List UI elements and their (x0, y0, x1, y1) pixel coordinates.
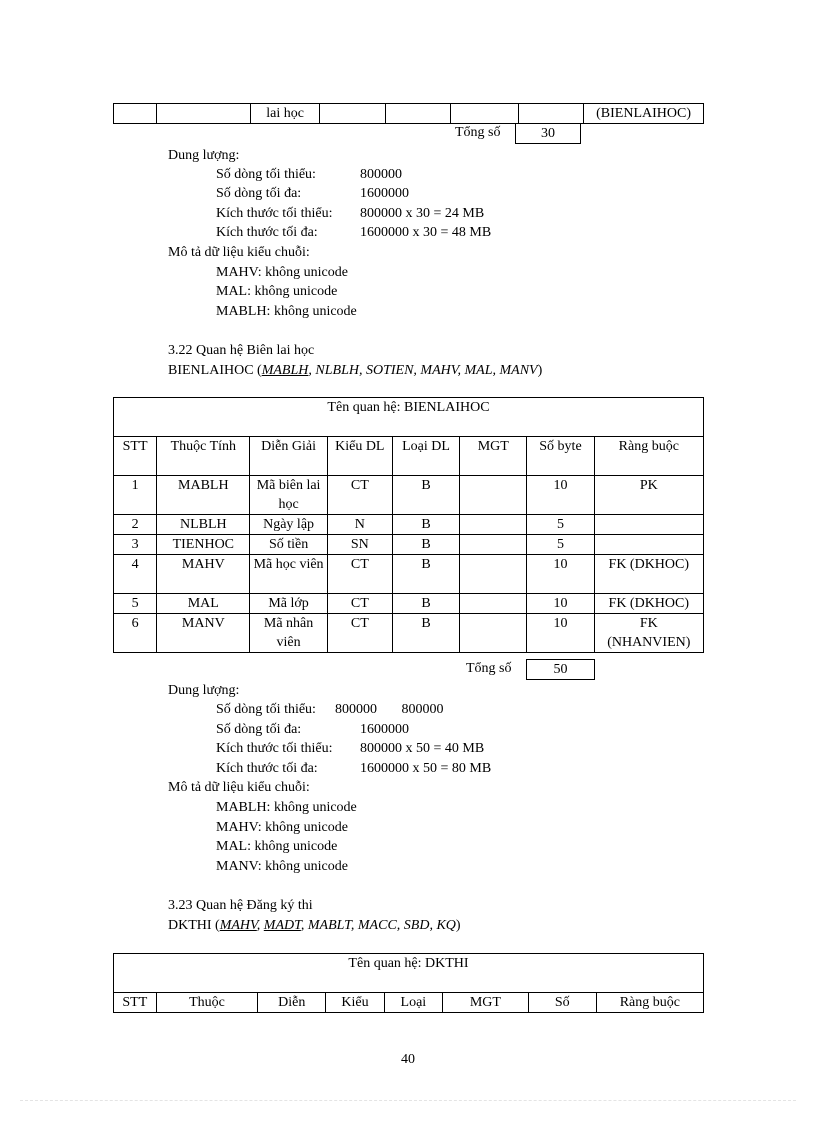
table-header-row (114, 993, 704, 1013)
string-desc-heading: Mô tả dữ liệu kiểu chuỗi: (168, 245, 310, 260)
table-cell: 5 (114, 594, 157, 614)
table-row (114, 594, 704, 614)
table-cell: B (392, 515, 459, 535)
section-heading: 3.23 Quan hệ Đăng ký thi (168, 898, 313, 913)
column-header: Loại (384, 993, 442, 1013)
min-rows-label: Số dòng tối thiểu: (216, 702, 316, 717)
table-cell: B (392, 535, 459, 555)
schema-primary-key: MABLH (261, 363, 309, 378)
max-rows-label: Số dòng tối đa: (216, 186, 302, 201)
column-header: STT (114, 437, 157, 476)
schema-attributes: , NLBLH, SOTIEN, MAHV, MAL, MANV (308, 363, 538, 378)
min-rows-value: 800000 800000 (335, 702, 444, 717)
table-row (114, 555, 704, 594)
table-row (114, 515, 704, 535)
table-cell: 10 (527, 476, 594, 515)
column-header: Số byte (527, 437, 594, 476)
column-header: Diễn (258, 993, 326, 1013)
table-cell: 2 (114, 515, 157, 535)
table-row (114, 535, 704, 555)
table-cell: Ngày lập (250, 515, 327, 535)
table-title-row (114, 398, 704, 437)
capacity-heading: Dung lượng: (168, 683, 240, 698)
capacity-heading: Dung lượng: (168, 148, 240, 163)
table-row (114, 104, 704, 124)
table-cell: FK (DKHOC) (594, 594, 703, 614)
table-cell: lai học (250, 104, 319, 124)
relation-table (113, 953, 704, 1013)
relation-table (113, 397, 704, 653)
table-cell: FK (NHANVIEN) (594, 614, 703, 653)
column-header: Ràng buộc (594, 437, 703, 476)
schema-close: ) (537, 363, 543, 378)
min-size-value: 800000 x 50 = 40 MB (360, 741, 485, 756)
table-cell: Mã biên lai học (250, 476, 327, 515)
total-value: 30 (515, 123, 581, 144)
string-desc-item: MABLH: không unicode (216, 304, 357, 319)
table-cell (460, 614, 527, 653)
table-cell: TIENHOC (157, 535, 250, 555)
relation-schema (168, 361, 542, 381)
column-header: Kiểu DL (327, 437, 392, 476)
table-cell: PK (594, 476, 703, 515)
min-size-label: Kích thước tối thiểu: (216, 741, 333, 756)
string-desc-heading: Mô tả dữ liệu kiểu chuỗi: (168, 780, 310, 795)
string-desc-item: MAL: không unicode (216, 284, 338, 299)
max-size-label: Kích thước tối đa: (216, 761, 318, 776)
table-cell (320, 104, 385, 124)
column-header: MGT (460, 437, 527, 476)
column-header: Loại DL (392, 437, 459, 476)
column-header: Ràng buộc (596, 993, 703, 1013)
page-divider (20, 1100, 796, 1101)
table-title-row (114, 954, 704, 993)
column-header: Thuộc (156, 993, 258, 1013)
schema-attributes: , MABLT, MACC, SBD, KQ (300, 918, 456, 933)
table-cell: B (392, 476, 459, 515)
table-row (114, 614, 704, 653)
table-cell: MAL (157, 594, 250, 614)
table-cell: Mã lớp (250, 594, 327, 614)
string-desc-item: MAHV: không unicode (216, 265, 348, 280)
total-label: Tổng số (466, 661, 512, 676)
table-cell: 3 (114, 535, 157, 555)
table-cell (114, 104, 157, 124)
table-cell: MABLH (157, 476, 250, 515)
table-cell: 6 (114, 614, 157, 653)
table-cell: CT (327, 476, 392, 515)
column-header: Kiểu (326, 993, 384, 1013)
relation-schema (168, 916, 461, 936)
min-size-value: 800000 x 30 = 24 MB (360, 206, 485, 221)
table-cell: 1 (114, 476, 157, 515)
string-desc-item: MANV: không unicode (216, 859, 348, 874)
table-cell: CT (327, 614, 392, 653)
table-cell (460, 476, 527, 515)
table-cell: B (392, 555, 459, 594)
table-cell (451, 104, 518, 124)
table-title: Tên quan hệ: DKTHI (114, 954, 704, 993)
table-cell: FK (DKHOC) (594, 555, 703, 594)
column-header: Thuộc Tính (157, 437, 250, 476)
min-size-label: Kích thước tối thiểu: (216, 206, 333, 221)
table-cell: CT (327, 594, 392, 614)
table-cell: (BIENLAIHOC) (584, 104, 704, 124)
schema-close: ) (455, 918, 461, 933)
min-rows-label: Số dòng tối thiểu: (216, 167, 316, 182)
table-cell (518, 104, 583, 124)
schema-name: DKTHI ( (168, 918, 220, 933)
table-cell: MAHV (157, 555, 250, 594)
max-size-value: 1600000 x 30 = 48 MB (360, 225, 492, 240)
max-size-label: Kích thước tối đa: (216, 225, 318, 240)
max-rows-label: Số dòng tối đa: (216, 722, 302, 737)
section-heading: 3.22 Quan hệ Biên lai học (168, 343, 315, 358)
table-cell: 10 (527, 555, 594, 594)
schema-primary-key: MAHV (219, 918, 257, 933)
table-cell: Mã học viên (250, 555, 327, 594)
table-cell: CT (327, 555, 392, 594)
table-cell (460, 594, 527, 614)
schema-separator: , (256, 918, 264, 933)
max-rows-value: 1600000 (360, 186, 409, 201)
string-desc-item: MAL: không unicode (216, 839, 338, 854)
string-desc-item: MABLH: không unicode (216, 800, 357, 815)
table-cell: Mã nhân viên (250, 614, 327, 653)
table-cell: Số tiền (250, 535, 327, 555)
table-cell (594, 515, 703, 535)
table-cell: 4 (114, 555, 157, 594)
table-cell: B (392, 614, 459, 653)
table-cell (460, 535, 527, 555)
column-header: Diễn Giải (250, 437, 327, 476)
column-header: STT (114, 993, 157, 1013)
column-header: Số (528, 993, 596, 1013)
table-cell (157, 104, 251, 124)
table-cell (385, 104, 450, 124)
max-rows-value: 1600000 (360, 722, 409, 737)
table-cell: N (327, 515, 392, 535)
table-header-row (114, 437, 704, 476)
table-cell: 10 (527, 614, 594, 653)
page-number: 40 (401, 1052, 415, 1067)
table-cell: MANV (157, 614, 250, 653)
table-title: Tên quan hệ: BIENLAIHOC (114, 398, 704, 437)
min-rows-value: 800000 (360, 167, 402, 182)
table-cell (594, 535, 703, 555)
table-cell: B (392, 594, 459, 614)
total-value: 50 (526, 659, 595, 680)
table-row (114, 476, 704, 515)
string-desc-item: MAHV: không unicode (216, 820, 348, 835)
total-label: Tổng số (455, 125, 501, 140)
table-cell: SN (327, 535, 392, 555)
column-header: MGT (443, 993, 529, 1013)
max-size-value: 1600000 x 50 = 80 MB (360, 761, 492, 776)
table-cell: 5 (527, 515, 594, 535)
table-cell (460, 555, 527, 594)
table-cell: 5 (527, 535, 594, 555)
schema-primary-key: MADT (263, 918, 301, 933)
table-cell (460, 515, 527, 535)
table-cell: NLBLH (157, 515, 250, 535)
top-table (113, 103, 704, 124)
schema-name: BIENLAIHOC ( (168, 363, 262, 378)
table-cell: 10 (527, 594, 594, 614)
